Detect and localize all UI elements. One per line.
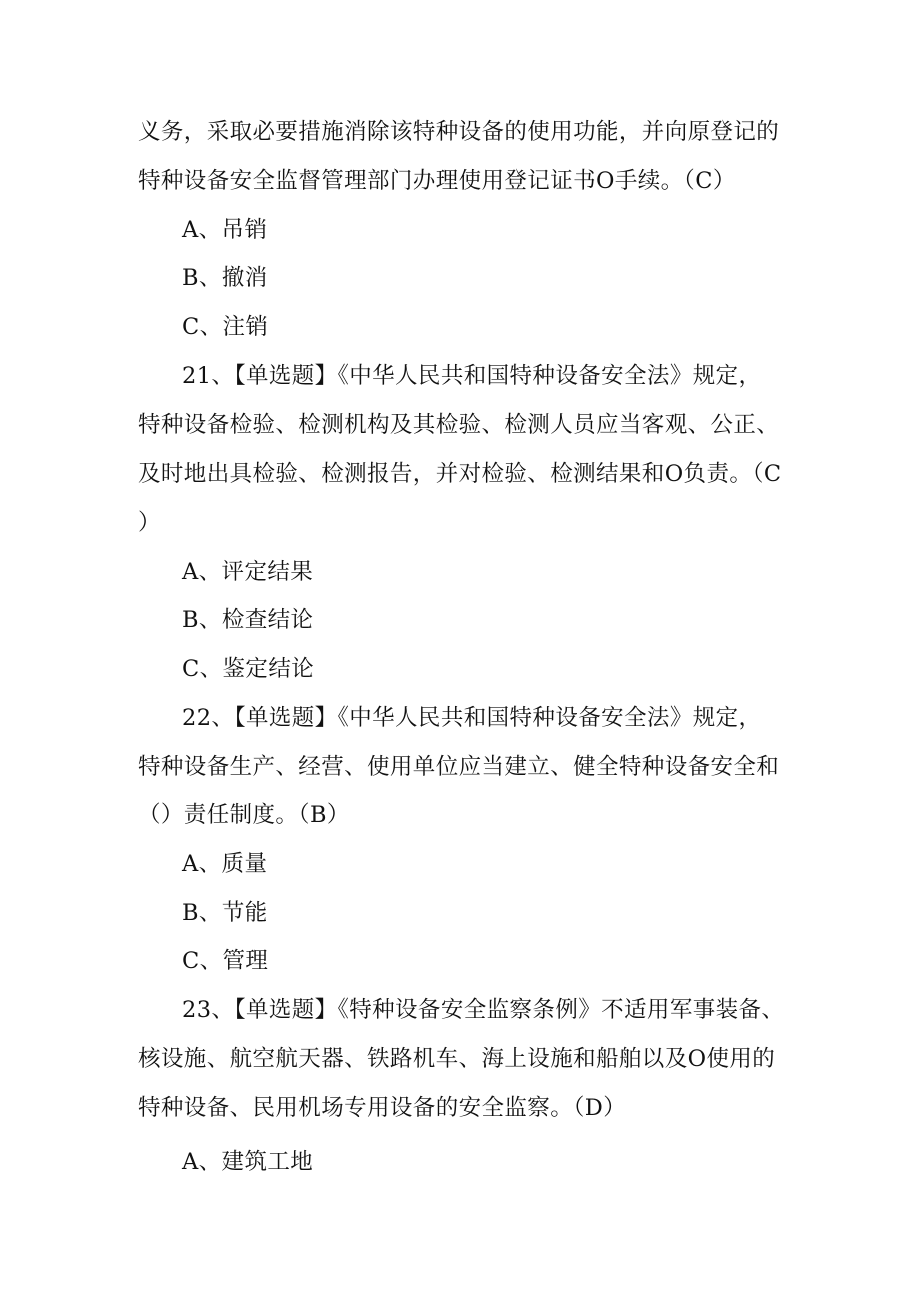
option-b: B、节能 <box>182 900 268 926</box>
option-b: B、检查结论 <box>182 607 314 633</box>
text-line: 特种设备、民用机场专用设备的安全监察。（D） <box>138 1095 627 1121</box>
option-c: C、鉴定结论 <box>182 656 315 682</box>
option-b: B、撤消 <box>182 265 268 291</box>
option-c: C、注销 <box>182 314 269 340</box>
question-23-title: 23、【单选题】《特种设备安全监察条例》不适用军事装备、 <box>182 997 785 1023</box>
text-line: 义务，采取必要措施消除该特种设备的使用功能，并向原登记的 <box>138 119 780 145</box>
text-line: 特种设备安全监督管理部门办理使用登记证书O手续。（C） <box>138 168 736 194</box>
option-c: C、管理 <box>182 948 269 974</box>
question-22-title: 22、【单选题】《中华人民共和国特种设备安全法》规定， <box>182 705 762 731</box>
option-a: A、评定结果 <box>182 559 314 585</box>
text-line: 及时地出具检验、检测报告，并对检验、检测结果和O负责。（C <box>138 461 782 487</box>
option-a: A、质量 <box>182 851 268 877</box>
option-a: A、建筑工地 <box>182 1149 314 1175</box>
option-a: A、吊销 <box>182 217 268 243</box>
question-21-title: 21、【单选题】《中华人民共和国特种设备安全法》规定， <box>182 363 762 389</box>
text-line: （）责任制度。（B） <box>138 802 350 828</box>
text-line: 核设施、航空航天器、铁路机车、海上设施和船舶以及O使用的 <box>138 1046 776 1072</box>
text-line: ） <box>138 510 161 536</box>
text-line: 特种设备检验、检测机构及其检验、检测人员应当客观、公正、 <box>138 412 780 438</box>
text-line: 特种设备生产、经营、使用单位应当建立、健全特种设备安全和 <box>138 754 780 780</box>
